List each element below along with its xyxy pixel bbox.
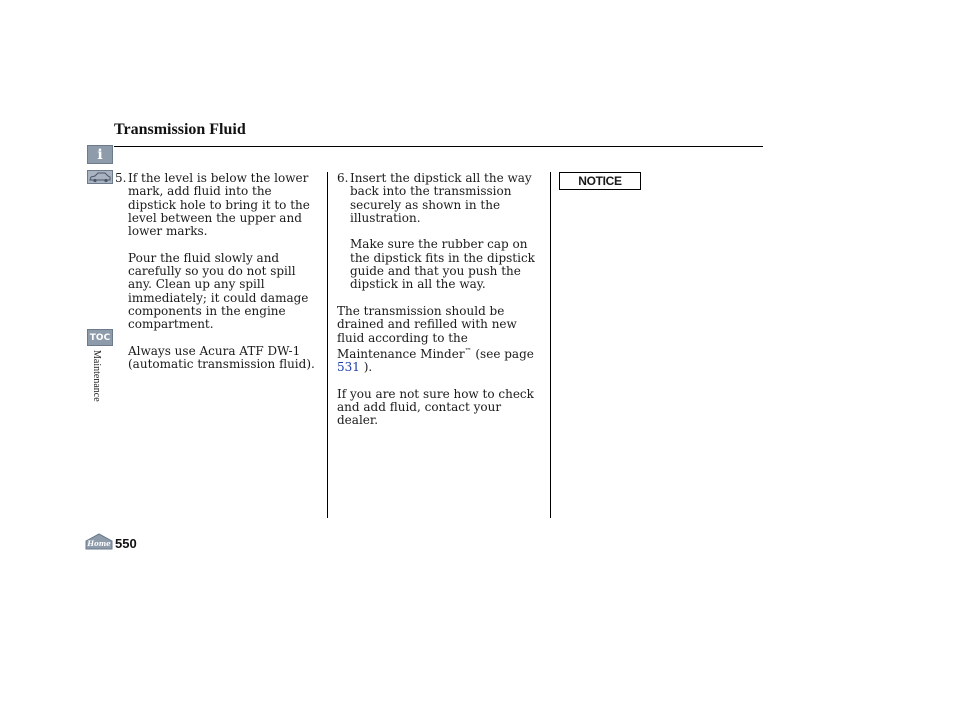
step-5 bbox=[115, 172, 321, 238]
maintenance-note-end: ). bbox=[359, 360, 373, 375]
step-6-text: Insert the dipstick all the way back into the transmission securely as shown in the illustration. bbox=[350, 171, 532, 225]
maintenance-note bbox=[337, 305, 543, 374]
fluid-pouring-note: Pour the fluid slowly and carefully so you do not spill any. Clean up any spill immediately; it could damage components in the engine compartment. bbox=[128, 250, 309, 332]
info-icon-glyph: i bbox=[97, 146, 103, 163]
home-icon-label: Home bbox=[87, 539, 111, 548]
column-2 bbox=[337, 172, 543, 428]
home-icon[interactable] bbox=[85, 533, 113, 550]
step-6-number: 6. bbox=[337, 171, 349, 185]
step-6 bbox=[337, 172, 543, 225]
title-rule bbox=[114, 146, 763, 147]
page-531-link[interactable]: 531 bbox=[337, 360, 360, 375]
maintenance-note-text: The transmission should be drained and refilled with new fluid according to the Maintenance Minder bbox=[337, 303, 517, 361]
notice-label: NOTICE bbox=[559, 172, 641, 190]
toc-icon[interactable] bbox=[87, 329, 113, 346]
maintenance-note-see: (see page bbox=[471, 346, 534, 361]
column-1 bbox=[115, 172, 321, 371]
car-icon-shape bbox=[88, 171, 112, 183]
page-title: Transmission Fluid bbox=[114, 121, 246, 138]
fluid-type-note: Always use Acura ATF DW-1 (automatic transmission fluid). bbox=[128, 343, 315, 372]
rubber-cap-note: Make sure the rubber cap on the dipstick fits in the dipstick guide and that you push the dipstick in all the way. bbox=[350, 237, 535, 292]
info-icon[interactable] bbox=[87, 145, 113, 164]
column-divider-1 bbox=[327, 172, 328, 518]
dealer-note: If you are not sure how to check and add fluid, contact your dealer. bbox=[337, 386, 534, 428]
toc-icon-label: TOC bbox=[89, 332, 111, 343]
step-5-number: 5. bbox=[115, 171, 127, 185]
step-5-text: If the level is below the lower mark, add fluid into the dipstick hole to bring it to the level between the upper and lower marks. bbox=[128, 171, 310, 239]
section-label: Maintenance bbox=[91, 350, 102, 402]
car-icon[interactable] bbox=[87, 170, 113, 184]
column-divider-2 bbox=[550, 172, 551, 518]
page-number: 550 bbox=[115, 536, 137, 551]
trademark-symbol: ™ bbox=[464, 346, 472, 355]
